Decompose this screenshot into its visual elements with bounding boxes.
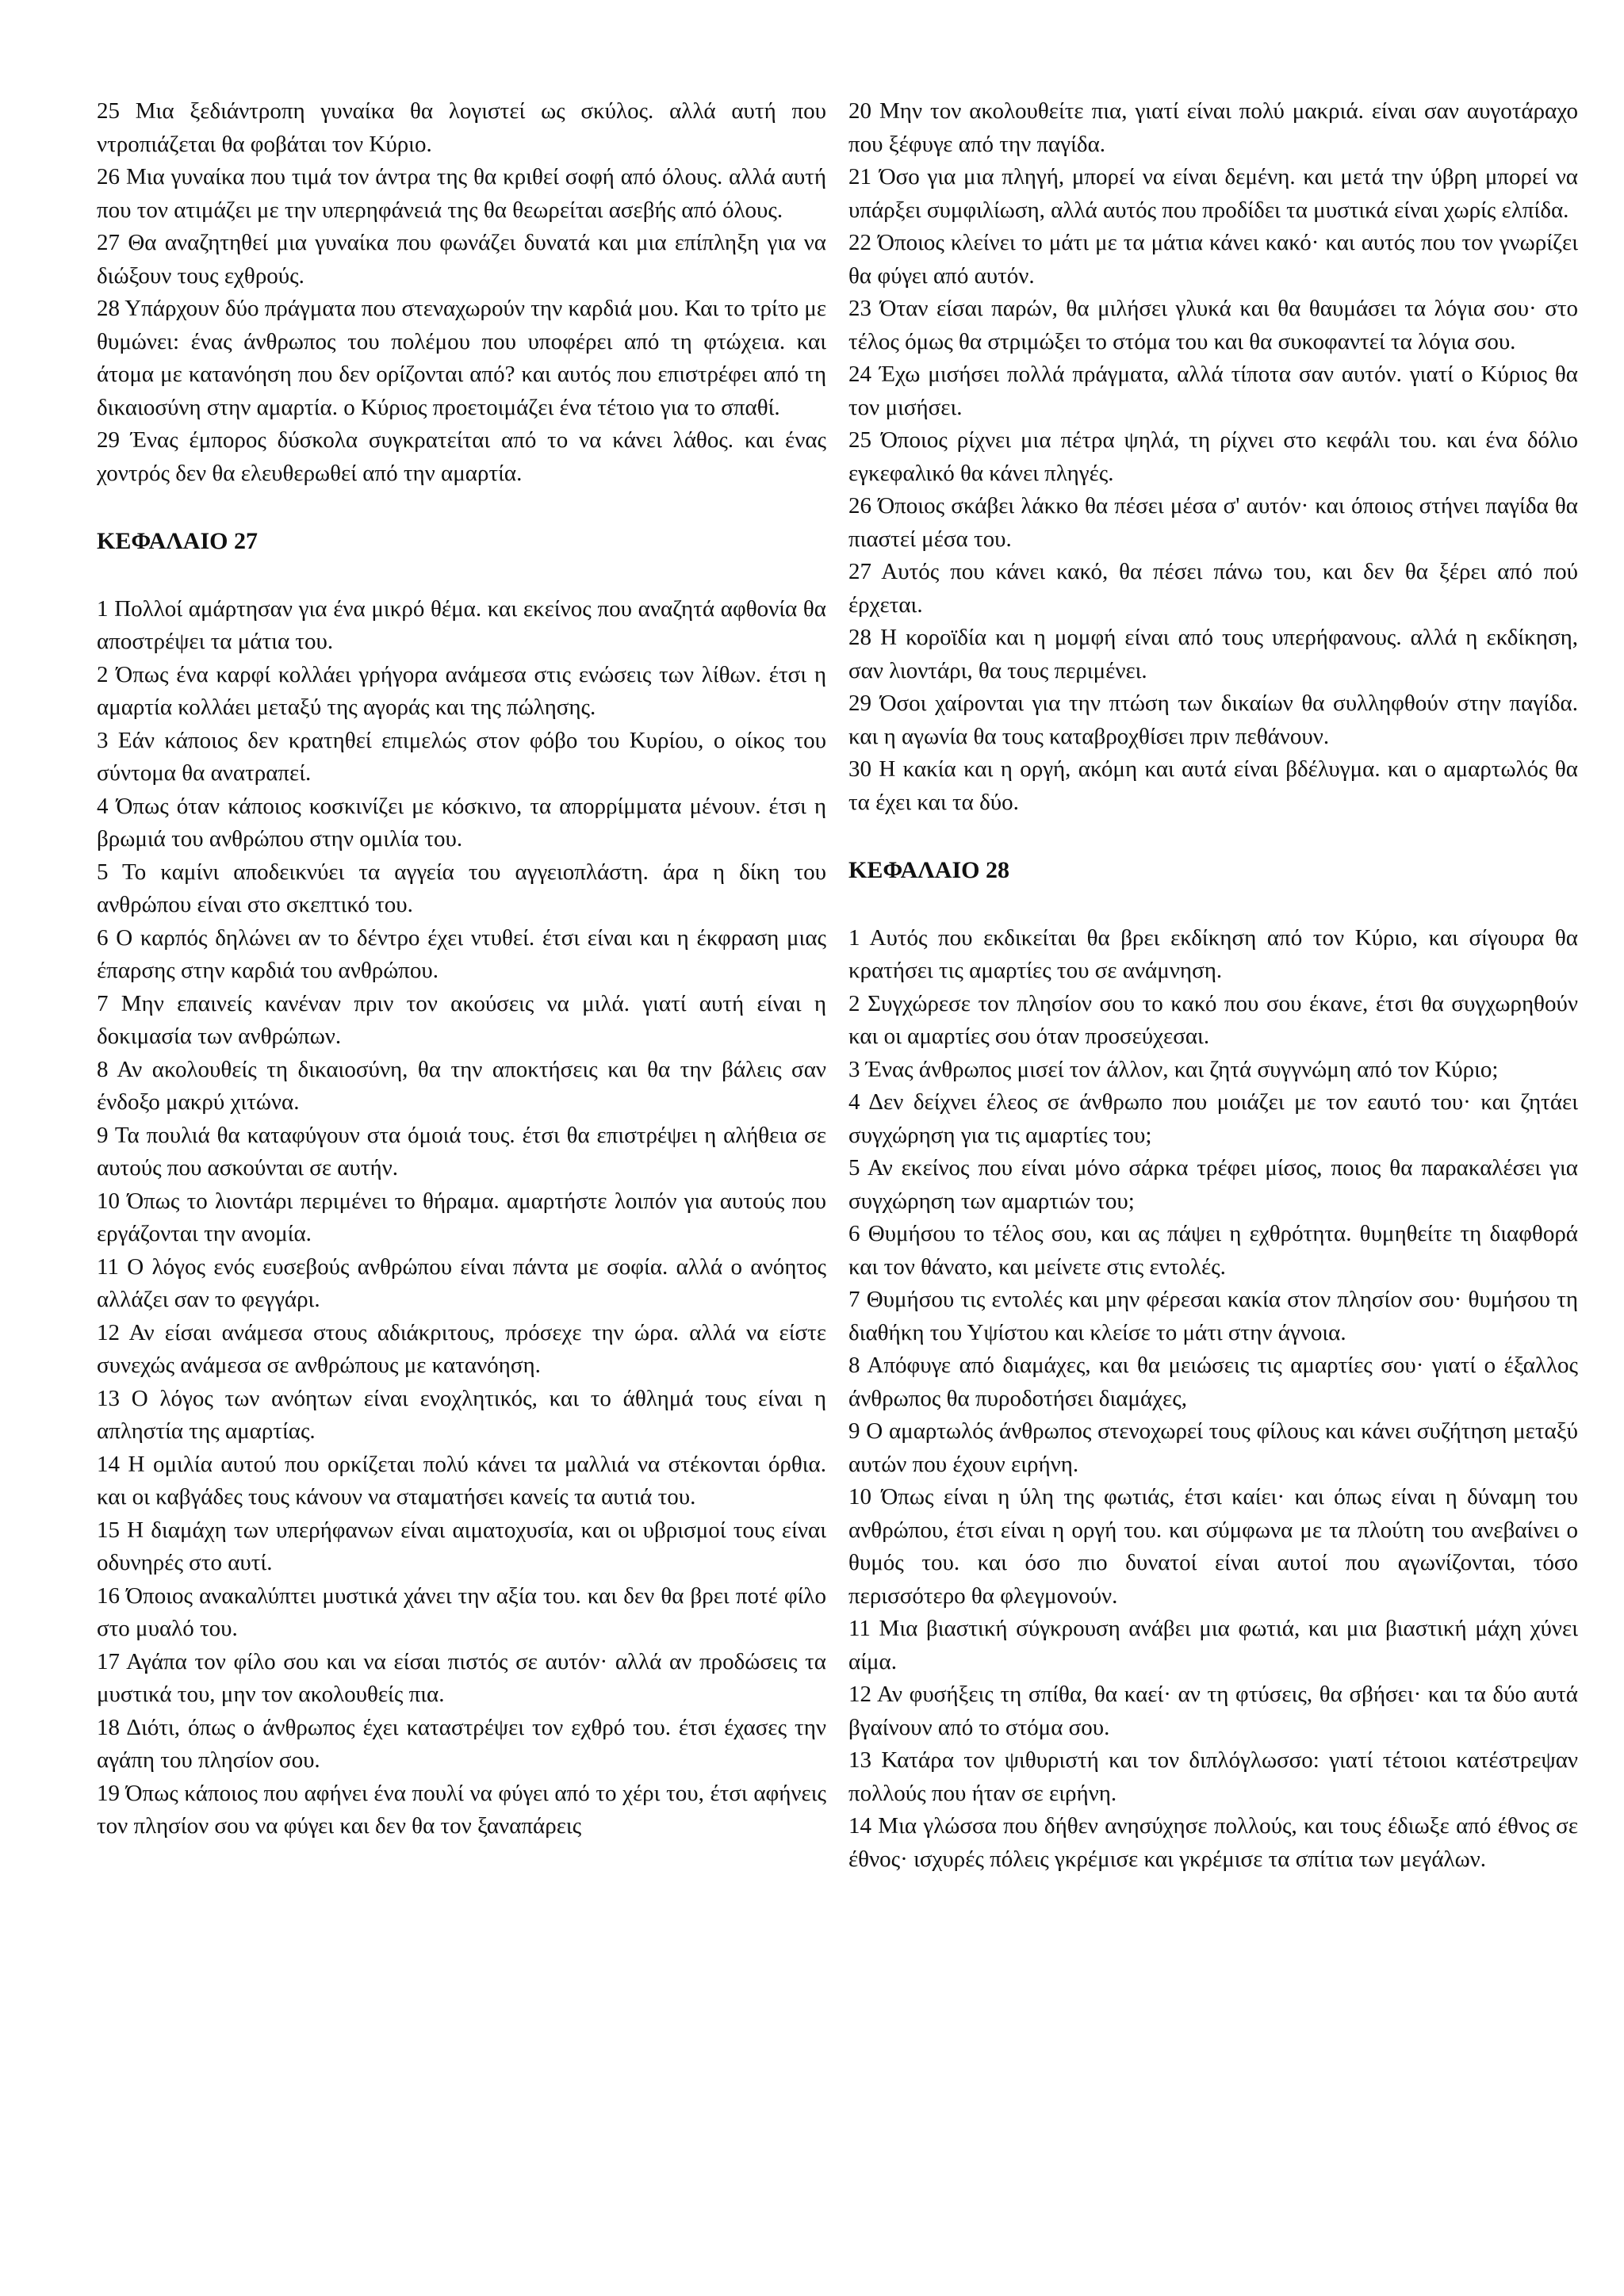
verse: 14 Μια γλώσσα που δήθεν ανησύχησε πολλούς, και τους έδιωξε από έθνος σε έθνος· ισχυρές πόλεις γκρέμισε και γκρέμισε τα σπίτια των μεγάλων. bbox=[848, 1813, 1578, 1872]
verse: 3 Εάν κάποιος δεν κρατηθεί επιμελώς στον φόβο του Κυρίου, ο οίκος του σύντομα θα ανατραπεί. bbox=[97, 727, 826, 786]
left-pre-verses bbox=[97, 95, 826, 490]
left-chapter-verses bbox=[97, 593, 826, 1843]
verse: 20 Μην τον ακολουθείτε πια, γιατί είναι πολύ μακριά. είναι σαν αυγοτάραχο που ξέφυγε από την παγίδα. bbox=[848, 98, 1578, 157]
verse: 9 Ο αμαρτωλός άνθρωπος στενοχωρεί τους φίλους και κάνει συζήτηση μεταξύ αυτών που έχουν ειρήνη. bbox=[848, 1418, 1578, 1477]
verse: 2 Συγχώρεσε τον πλησίον σου το κακό που σου έκανε, έτσι θα συγχωρηθούν και οι αμαρτίες σου όταν προσεύχεσαι. bbox=[848, 990, 1578, 1049]
verse: 7 Μην επαινείς κανέναν πριν τον ακούσεις να μιλά. γιατί αυτή είναι η δοκιμασία των ανθρώπων. bbox=[97, 990, 826, 1049]
verse: 22 Όποιος κλείνει το μάτι με τα μάτια κάνει κακό· και αυτός που τον γνωρίζει θα φύγει από αυτόν. bbox=[848, 230, 1578, 289]
right-chapter-verses bbox=[848, 922, 1578, 1877]
verse: 30 Η κακία και η οργή, ακόμη και αυτά είναι βδέλυγμα. και ο αμαρτωλός θα τα έχει και τα δύο. bbox=[848, 756, 1578, 815]
verse: 6 Θυμήσου το τέλος σου, και ας πάψει η εχθρότητα. θυμηθείτε τη διαφθορά και τον θάνατο, και μείνετε στις εντολές. bbox=[848, 1221, 1578, 1280]
verse: 2 Όπως ένα καρφί κολλάει γρήγορα ανάμεσα στις ενώσεις των λίθων. έτσι η αμαρτία κολλάει μεταξύ της αγοράς και της πώλησης. bbox=[97, 661, 826, 720]
verse: 7 Θυμήσου τις εντολές και μην φέρεσαι κακία στον πλησίον σου· θυμήσου τη διαθήκη του Υψίστου και κλείσε το μάτι στην άγνοια. bbox=[848, 1287, 1578, 1345]
verse: 27 Αυτός που κάνει κακό, θα πέσει πάνω του, και δεν θα ξέρει από πού έρχεται. bbox=[848, 559, 1578, 618]
verse: 11 Ο λόγος ενός ευσεβούς ανθρώπου είναι πάντα με σοφία. αλλά ο ανόητος αλλάζει σαν το φεγγάρι. bbox=[97, 1253, 826, 1312]
verse: 15 Η διαμάχη των υπερήφανων είναι αιματοχυσία, και οι υβρισμοί τους είναι οδυνηρές στο αυτί. bbox=[97, 1517, 826, 1575]
verse: 28 Υπάρχουν δύο πράγματα που στεναχωρούν την καρδιά μου. Και το τρίτο με θυμώνει: ένας άνθρωπος του πολέμου που υποφέρει από τη φτώχεια. και άτομα με κατανόηση που δεν ορίζονται από? και αυτός που επιστρέφει από τη δικαιοσύνη στην αμαρτία. ο Κύριος προετοιμάζει ένα τέτοιο για το σπαθί. bbox=[97, 296, 826, 420]
verse: 26 Όποιος σκάβει λάκκο θα πέσει μέσα σ' αυτόν· και όποιος στήνει παγίδα θα πιαστεί μέσα του. bbox=[848, 493, 1578, 552]
verse: 12 Αν είσαι ανάμεσα στους αδιάκριτους, πρόσεχε την ώρα. αλλά να είστε συνεχώς ανάμεσα σε ανθρώπους με κατανόηση. bbox=[97, 1319, 826, 1378]
verse: 29 Ένας έμπορος δύσκολα συγκρατείται από το να κάνει λάθος. και ένας χοντρός δεν θα ελευθερωθεί από την αμαρτία. bbox=[97, 427, 826, 486]
verse: 13 Κατάρα τον ψιθυριστή και τον διπλόγλωσσο: γιατί τέτοιοι κατέστρεψαν πολλούς που ήταν σε ειρήνη. bbox=[848, 1747, 1578, 1806]
verse: 5 Αν εκείνος που είναι μόνο σάρκα τρέφει μίσος, ποιος θα παρακαλέσει για συγχώρηση των αμαρτιών του; bbox=[848, 1155, 1578, 1214]
verse: 4 Δεν δείχνει έλεος σε άνθρωπο που μοιάζει με τον εαυτό του· και ζητάει συγχώρηση για τις αμαρτίες του; bbox=[848, 1089, 1578, 1148]
verse: 9 Τα πουλιά θα καταφύγουν στα όμοιά τους. έτσι θα επιστρέψει η αλήθεια σε αυτούς που ασκούνται σε αυτήν. bbox=[97, 1122, 826, 1181]
verse: 27 Θα αναζητηθεί μια γυναίκα που φωνάζει δυνατά και μια επίπληξη για να διώξουν τους εχθρούς. bbox=[97, 230, 826, 289]
verse: 13 Ο λόγος των ανόητων είναι ενοχλητικός, και το άθλημά τους είναι η απληστία της αμαρτίας. bbox=[97, 1385, 826, 1444]
verse: 24 Έχω μισήσει πολλά πράγματα, αλλά τίποτα σαν αυτόν. γιατί ο Κύριος θα τον μισήσει. bbox=[848, 362, 1578, 420]
chapter-heading: ΚΕΦΑΛΑΙΟ 28 bbox=[848, 857, 1009, 883]
verse: 18 Διότι, όπως ο άνθρωπος έχει καταστρέψει τον εχθρό του. έτσι έχασες την αγάπη του πλησίον σου. bbox=[97, 1714, 826, 1773]
verse: 28 Η κοροϊδία και η μομφή είναι από τους υπερήφανους. αλλά η εκδίκηση, σαν λιοντάρι, θα τους περιμένει. bbox=[848, 625, 1578, 683]
verse: 3 Ένας άνθρωπος μισεί τον άλλον, και ζητά συγγνώμη από τον Κύριο; bbox=[848, 1056, 1499, 1082]
verse: 10 Όπως το λιοντάρι περιμένει το θήραμα. αμαρτήστε λοιπόν για αυτούς που εργάζονται την ανομία. bbox=[97, 1188, 826, 1246]
verse: 8 Απόφυγε από διαμάχες, και θα μειώσεις τις αμαρτίες σου· γιατί ο έξαλλος άνθρωπος θα πυροδοτήσει διαμάχες, bbox=[848, 1353, 1578, 1411]
left-column bbox=[97, 95, 826, 1843]
verse: 11 Μια βιαστική σύγκρουση ανάβει μια φωτιά, και μια βιαστική μάχη χύνει αίμα. bbox=[848, 1616, 1578, 1674]
verse: 14 Η ομιλία αυτού που ορκίζεται πολύ κάνει τα μαλλιά να στέκονται όρθια. και οι καβγάδες τους κάνουν να σταματήσει κανείς τα αυτιά του. bbox=[97, 1451, 826, 1510]
verse: 8 Αν ακολουθείς τη δικαιοσύνη, θα την αποκτήσεις και θα την βάλεις σαν ένδοξο μακρύ χιτώνα. bbox=[97, 1056, 826, 1115]
verse: 23 Όταν είσαι παρών, θα μιλήσει γλυκά και θα θαυμάσει τα λόγια σου· στο τέλος όμως θα στριμώξει το στόμα του και θα συκοφαντεί τα λόγια σου. bbox=[848, 296, 1578, 354]
verse: 17 Αγάπα τον φίλο σου και να είσαι πιστός σε αυτόν· αλλά αν προδώσεις τα μυστικά του, μην τον ακολουθείς πια. bbox=[97, 1648, 826, 1707]
verse: 4 Όπως όταν κάποιος κοσκινίζει με κόσκινο, τα απορρίμματα μένουν. έτσι η βρωμιά του ανθρώπου στην ομιλία του. bbox=[97, 793, 826, 851]
verse: 12 Αν φυσήξεις τη σπίθα, θα καεί· αν τη φτύσεις, θα σβήσει· και τα δύο αυτά βγαίνουν από το στόμα σου. bbox=[848, 1682, 1578, 1740]
verse: 29 Όσοι χαίρονται για την πτώση των δικαίων θα συλληφθούν στην παγίδα. και η αγωνία θα τους καταβροχθίσει πριν πεθάνουν. bbox=[848, 691, 1578, 749]
right-column bbox=[848, 95, 1578, 1876]
verse: 26 Μια γυναίκα που τιμά τον άντρα της θα κριθεί σοφή από όλους. αλλά αυτή που τον ατιμάζει με την υπερηφάνειά της θα θεωρείται ασεβής από όλους. bbox=[97, 164, 826, 223]
verse: 25 Μια ξεδιάντροπη γυναίκα θα λογιστεί ως σκύλος. αλλά αυτή που ντροπιάζεται θα φοβάται τον Κύριο. bbox=[97, 98, 826, 157]
verse: 19 Όπως κάποιος που αφήνει ένα πουλί να φύγει από το χέρι του, έτσι αφήνεις τον πλησίον σου να φύγει και δεν θα τον ξαναπάρεις bbox=[97, 1780, 826, 1839]
verse: 1 Πολλοί αμάρτησαν για ένα μικρό θέμα. και εκείνος που αναζητά αφθονία θα αποστρέψει τα μάτια του. bbox=[97, 595, 826, 654]
verse: 1 Αυτός που εκδικείται θα βρει εκδίκηση από τον Κύριο, και σίγουρα θα κρατήσει τις αμαρτίες του σε ανάμνηση. bbox=[848, 924, 1578, 983]
verse: 10 Όπως είναι η ύλη της φωτιάς, έτσι καίει· και όπως είναι η δύναμη του ανθρώπου, έτσι είναι η οργή του. και σύμφωνα με τα πλούτη του ανεβαίνει ο θυμός του. και όσο πιο δυνατοί είναι αυτοί που αγωνίζονται, τόσο περισσότερο θα φλεγμονούν. bbox=[848, 1484, 1578, 1609]
verse: 21 Όσο για μια πληγή, μπορεί να είναι δεμένη. και μετά την ύβρη μπορεί να υπάρξει συμφιλίωση, αλλά αυτός που προδίδει τα μυστικά είναι χωρίς ελπίδα. bbox=[848, 164, 1578, 223]
verse: 16 Όποιος ανακαλύπτει μυστικά χάνει την αξία του. και δεν θα βρει ποτέ φίλο στο μυαλό του. bbox=[97, 1582, 826, 1641]
verse: 25 Όποιος ρίχνει μια πέτρα ψηλά, τη ρίχνει στο κεφάλι του. και ένα δόλιο εγκεφαλικό θα κάνει πληγές. bbox=[848, 427, 1578, 486]
chapter-heading: ΚΕΦΑΛΑΙΟ 27 bbox=[97, 528, 258, 554]
verse: 6 Ο καρπός δηλώνει αν το δέντρο έχει ντυθεί. έτσι είναι και η έκφραση μιας έπαρσης στην καρδιά του ανθρώπου. bbox=[97, 924, 826, 983]
right-pre-verses bbox=[848, 95, 1578, 819]
verse: 5 Το καμίνι αποδεικνύει τα αγγεία του αγγειοπλάστη. άρα η δίκη του ανθρώπου είναι στο σκεπτικό του. bbox=[97, 859, 826, 917]
